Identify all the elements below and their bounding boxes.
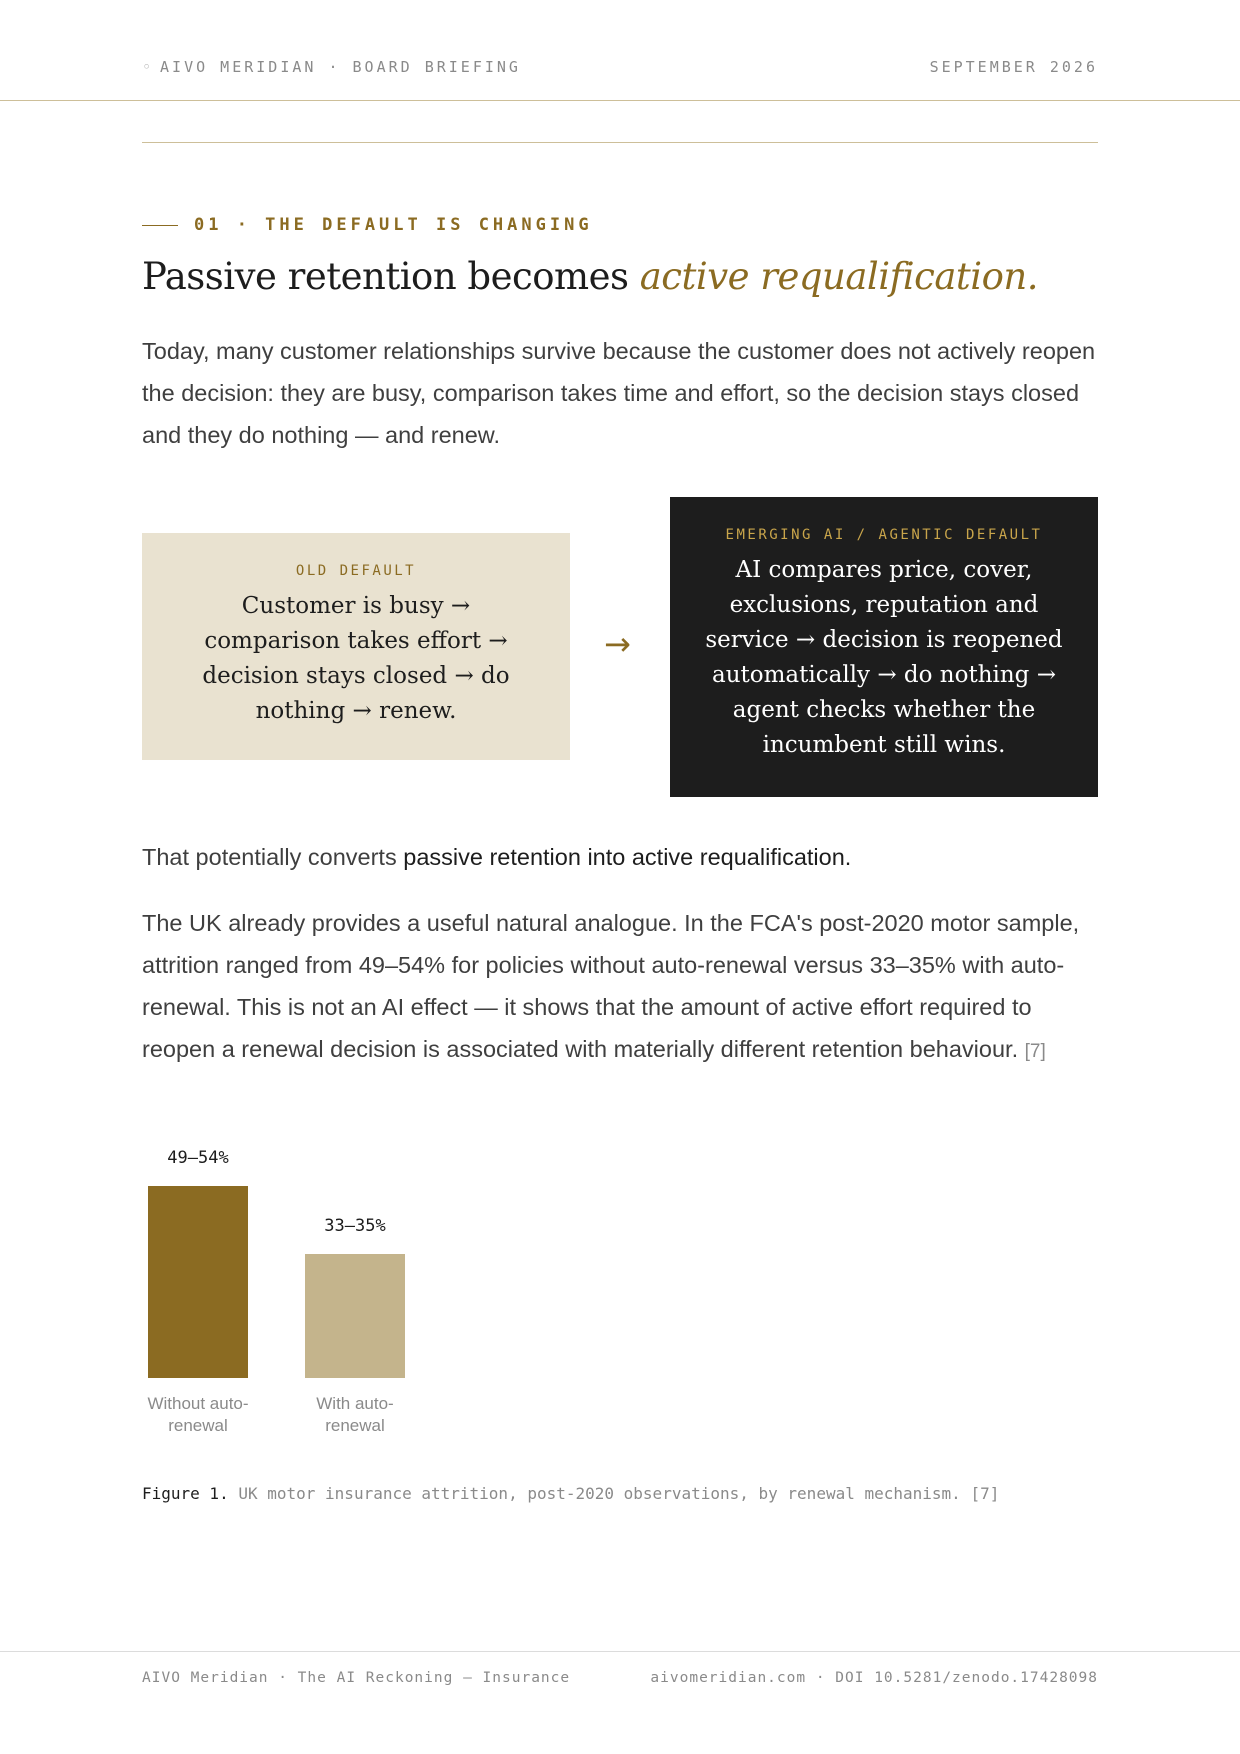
analogue-text: The UK already provides a useful natural analogue. In the FCA's post-2020 motor sample, attrition ranged from 49–54% for policies without auto-renewal versus 33–35% with auto-renewal. This is not an AI effect — it shows that the amount of active effort required to reopen a renewal decision is associated with materially different retention behaviour.	[142, 910, 1080, 1062]
title-accent: active requalification.	[639, 255, 1038, 298]
category-label: With auto-renewal	[316, 1394, 394, 1435]
page-footer	[142, 1670, 1098, 1686]
eyebrow-dash	[142, 225, 178, 226]
old-default-label: OLD DEFAULT	[295, 563, 417, 579]
brand	[142, 58, 521, 76]
footer-divider	[0, 1651, 1240, 1652]
conversion-emphasis: passive retention into active requalification.	[403, 844, 852, 870]
issue-date: SEPTEMBER 2026	[929, 58, 1098, 76]
figure-caption	[142, 1484, 999, 1503]
conversion-paragraph	[142, 836, 1102, 878]
attrition-bar-chart	[142, 1140, 442, 1480]
conversion-lead: That potentially converts	[142, 844, 404, 870]
analogue-paragraph	[142, 902, 1102, 1073]
section-eyebrow-label: 01 · THE DEFAULT IS CHANGING	[194, 215, 593, 235]
page-header	[142, 58, 1098, 76]
bar-2	[305, 1254, 405, 1378]
figure-label: Figure 1.	[142, 1484, 229, 1503]
arrow-right-icon: →	[604, 625, 631, 663]
content-divider	[142, 142, 1098, 143]
header-divider	[0, 100, 1240, 101]
section-eyebrow	[142, 215, 593, 235]
title-plain: Passive retention becomes	[142, 255, 640, 298]
bar-1	[148, 1186, 248, 1378]
old-default-text: Customer is busy → comparison takes effort → decision stays closed → do nothing → renew.	[202, 593, 510, 724]
footer-publication: AIVO Meridian · The AI Reckoning — Insurance	[142, 1670, 571, 1686]
citation-link[interactable]: [7]	[1024, 1041, 1046, 1062]
agentic-default-label: EMERGING AI / AGENTIC DEFAULT	[725, 527, 1043, 543]
page-title	[142, 255, 1038, 298]
bar-value-label: 49–54%	[167, 1148, 229, 1168]
bar-value-label: 33–35%	[324, 1215, 386, 1236]
brand-dot-icon: ◦	[142, 58, 155, 76]
intro-paragraph: Today, many customer relationships survive because the customer does not actively reopen the decision: they are busy, comparison takes time and effort, so the decision stays closed and they do nothing — and renew.	[142, 338, 1096, 448]
agentic-default-text: AI compares price, cover, exclusions, reputation and service → decision is reopened automatically → do nothing → agent checks whether the incumbent still wins.	[705, 557, 1063, 758]
brand-label: AIVO MERIDIAN · BOARD BRIEFING	[160, 58, 521, 76]
category-label: Without auto-renewal	[147, 1394, 249, 1435]
old-default-box	[142, 533, 570, 760]
footer-doi: aivomeridian.com · DOI 10.5281/zenodo.17428098	[650, 1670, 1098, 1686]
figure-caption-text: UK motor insurance attrition, post-2020 observations, by renewal mechanism. [7]	[238, 1484, 1000, 1503]
agentic-default-box	[670, 497, 1098, 797]
